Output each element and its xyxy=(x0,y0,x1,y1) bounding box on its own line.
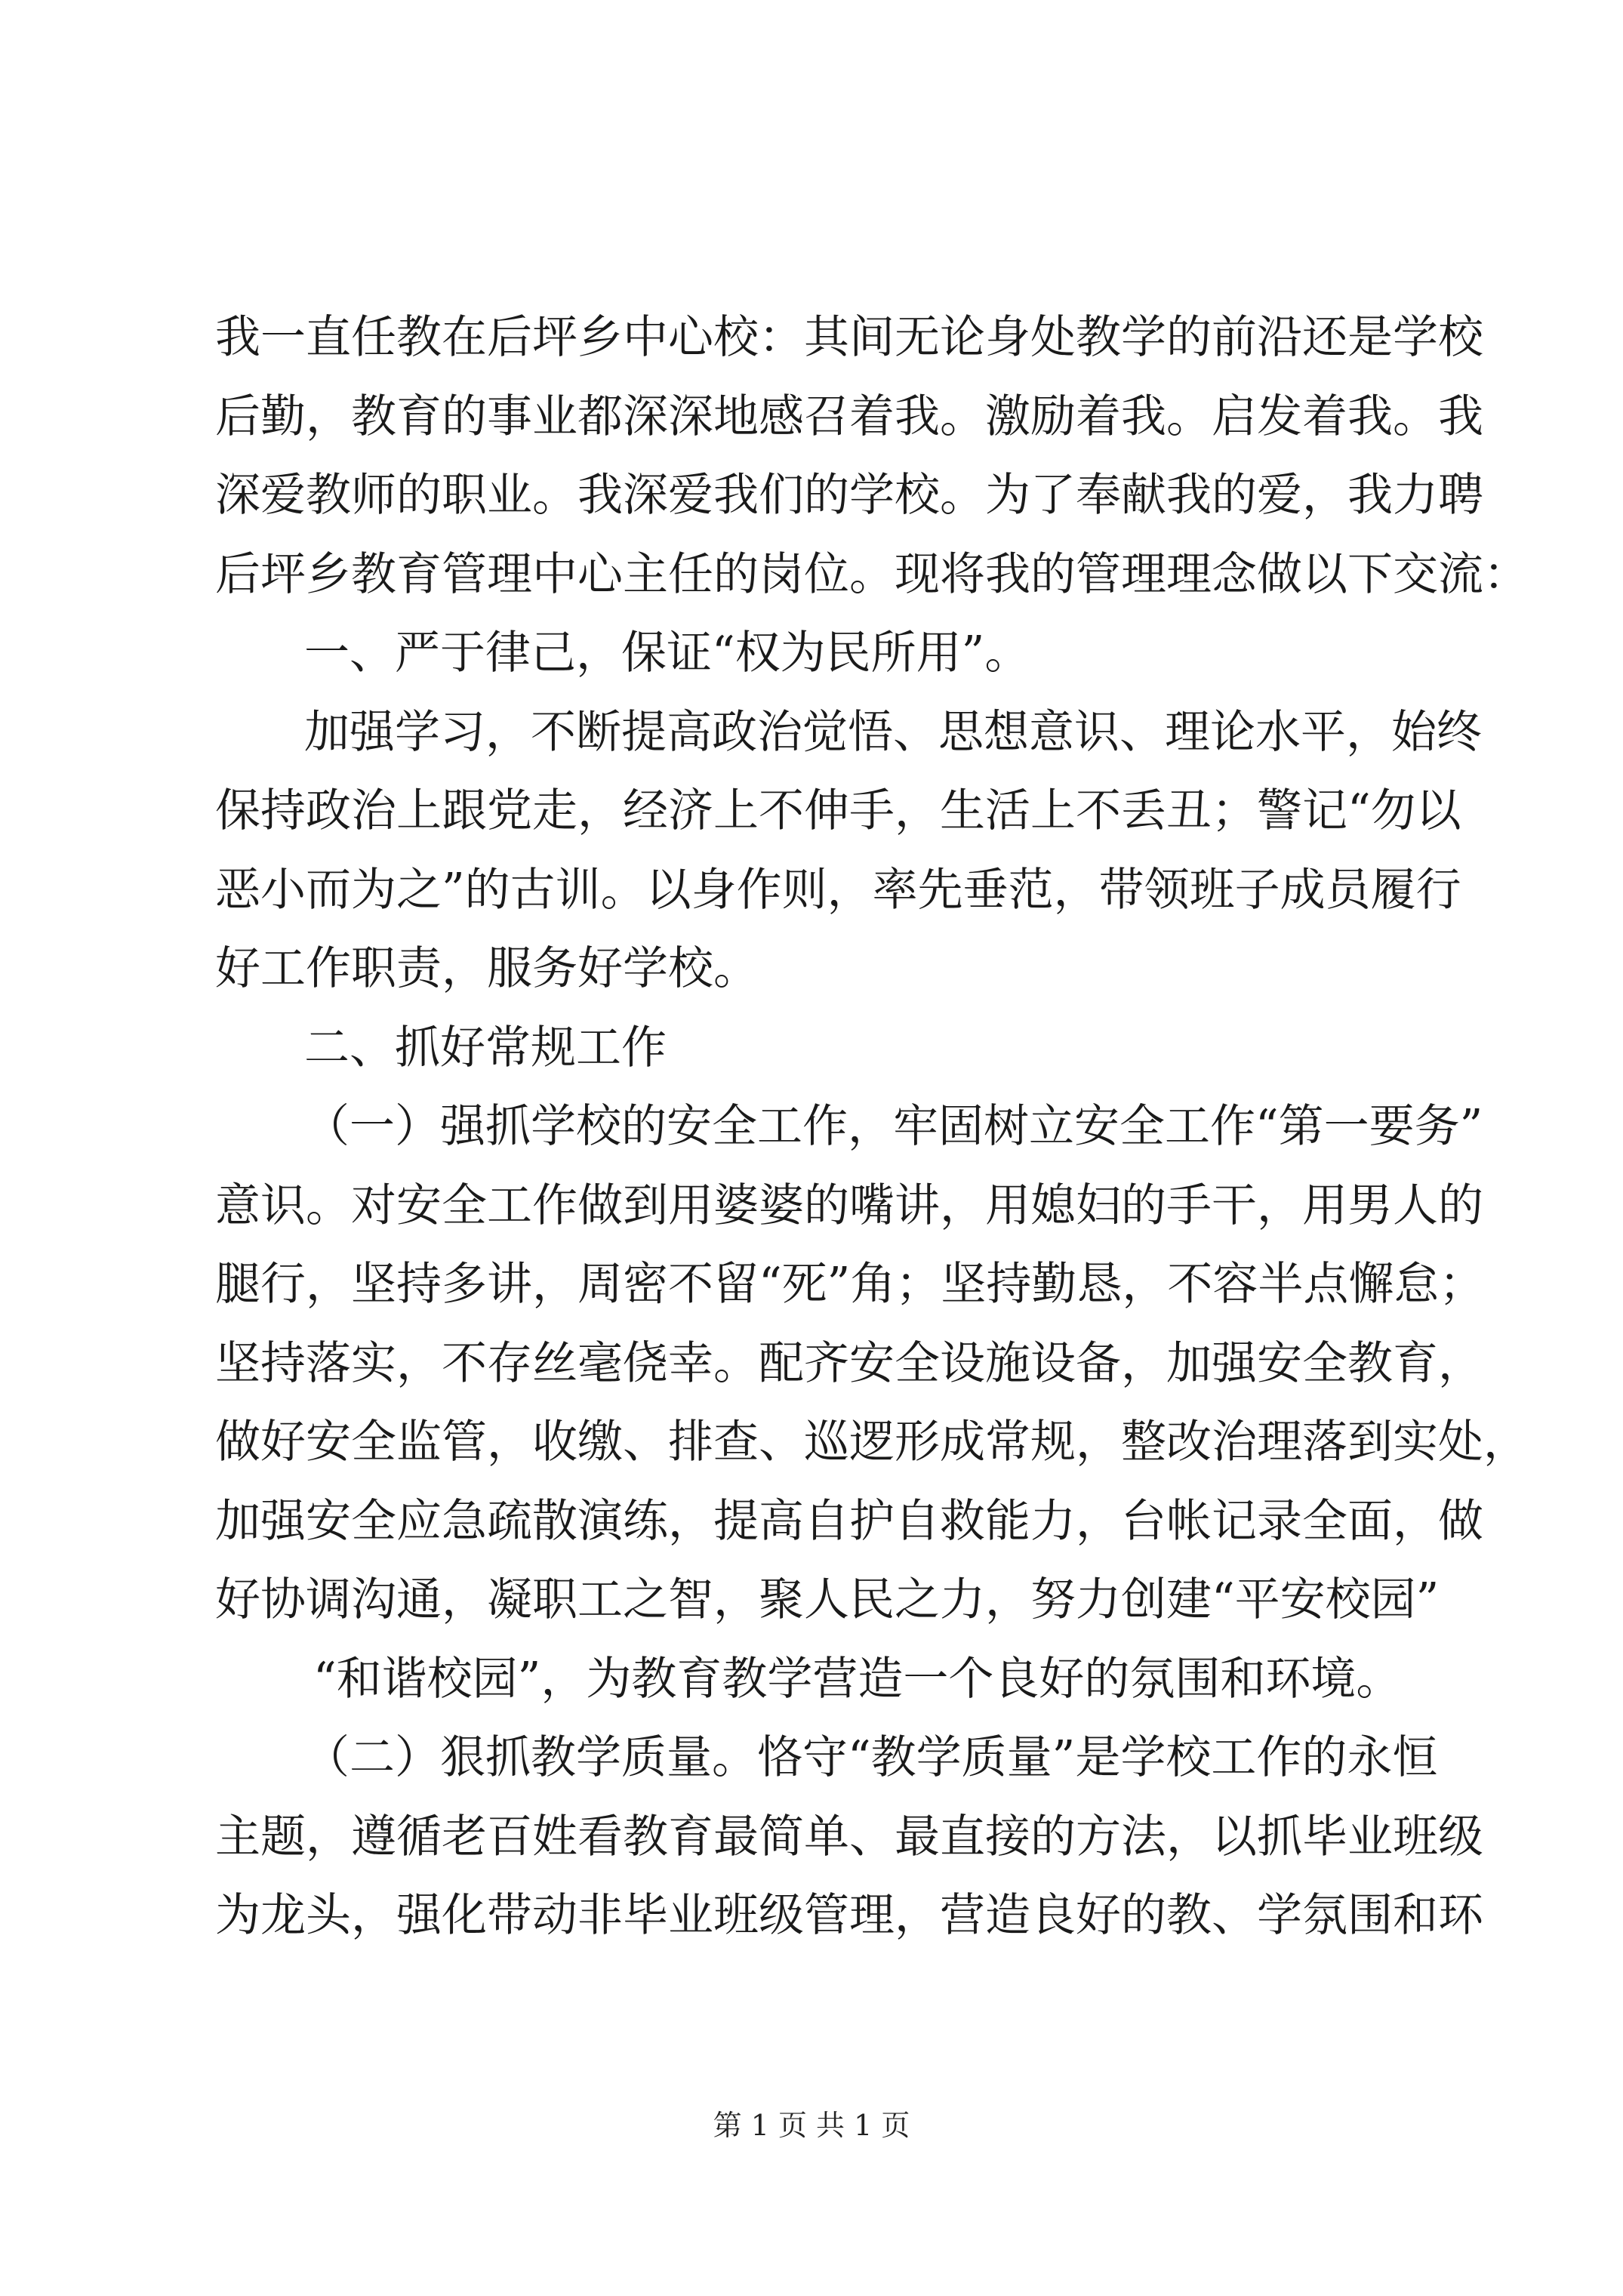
paragraph-line: “和谐校园”，为教育教学营造一个良好的氛围和环境。 xyxy=(313,1652,1402,1706)
paragraph-line: 腿行，坚持多讲，周密不留“死”角；坚持勤恳，不容半点懈怠； xyxy=(215,1258,1485,1311)
document-body xyxy=(215,298,1529,1955)
paragraph-line: 我一直任教在后坪乡中心校：其间无论身处教学的前沿还是学校 xyxy=(215,311,1483,364)
section-heading-1: 一、严于律己，保证“权为民所用”。 xyxy=(304,627,1030,680)
paragraph-line: 主题，遵循老百姓看教育最简单、最直接的方法，以抓毕业班级 xyxy=(215,1810,1483,1863)
paragraph-line: 加强安全应急疏散演练，提高自护自救能力，台帐记录全面，做 xyxy=(215,1494,1483,1548)
paragraph-line: 意识。对安全工作做到用婆婆的嘴讲，用媳妇的手干，用男人的 xyxy=(215,1179,1483,1232)
paragraph-line: 保持政治上跟党走，经济上不伸手，生活上不丢丑；警记“勿以 xyxy=(215,784,1461,837)
paragraph-line: 深爱教师的职业。我深爱我们的学校。为了奉献我的爱，我力聘 xyxy=(215,469,1483,522)
section-heading-2: 二、抓好常规工作 xyxy=(304,1021,667,1074)
paragraph-line: 恶小而为之”的古训。以身作则，率先垂范，带领班子成员履行 xyxy=(215,863,1461,917)
paragraph-line: 后勤，教育的事业都深深地感召着我。激励着我。启发着我。我 xyxy=(215,390,1483,443)
paragraph-line: 加强学习，不断提高政治觉悟、思想意识、理论水平，始终 xyxy=(304,705,1482,759)
page-footer: 第 1 页 共 1 页 xyxy=(713,2109,910,2142)
paragraph-line: 为龙头，强化带动非毕业班级管理，营造良好的教、学氛围和环 xyxy=(215,1889,1483,1942)
subsection-line: （二）狠抓教学质量。恪守“教学质量”是学校工作的永恒 xyxy=(304,1731,1438,1784)
paragraph-line: 坚持落实，不存丝毫侥幸。配齐安全设施设备，加强安全教育， xyxy=(215,1336,1483,1390)
paragraph-line: 好协调沟通，凝职工之智，聚人民之力，努力创建“平安校园” xyxy=(215,1573,1440,1626)
subsection-line: （一）强抓学校的安全工作，牢固树立安全工作“第一要务” xyxy=(304,1100,1483,1153)
paragraph-line: 做好安全监管，收缴、排查、巡逻形成常规，整改治理落到实处， xyxy=(215,1416,1529,1469)
paragraph-line: 后坪乡教育管理中心主任的岗位。现将我的管理理念做以下交流： xyxy=(215,547,1529,601)
paragraph-line: 好工作职责，服务好学校。 xyxy=(215,942,759,995)
